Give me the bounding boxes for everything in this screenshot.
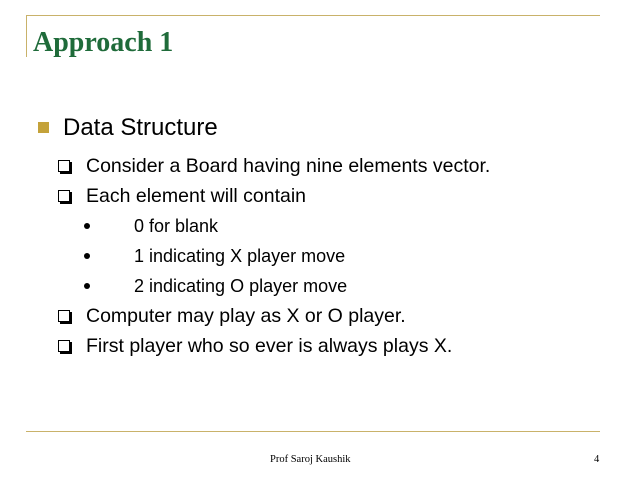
bullet-item — [38, 212, 618, 242]
hollow-square-bullet-icon — [58, 160, 70, 172]
left-rule — [26, 15, 27, 57]
hollow-square-bullet-icon — [58, 190, 70, 202]
bullet-item — [38, 152, 618, 182]
slide-title: Approach 1 — [33, 27, 174, 58]
bullet-text: First player who so ever is always plays X. — [86, 335, 453, 357]
footer-author: Prof Saroj Kaushik — [270, 454, 351, 465]
bullet-list — [38, 112, 618, 362]
bottom-rule — [26, 431, 600, 432]
bullet-item — [38, 112, 618, 152]
dot-bullet-icon — [84, 283, 90, 289]
square-bullet-icon — [38, 122, 49, 133]
bullet-text: 1 indicating X player move — [134, 246, 346, 266]
bullet-text: Computer may play as X or O player. — [86, 305, 406, 327]
dot-bullet-icon — [84, 253, 90, 259]
bullet-item — [38, 182, 618, 212]
bullet-item — [38, 332, 618, 362]
dot-bullet-icon — [84, 223, 90, 229]
bullet-item — [38, 272, 618, 302]
top-rule — [26, 15, 600, 16]
bullet-text: Data Structure — [63, 114, 218, 141]
bullet-text: Consider a Board having nine elements vector. — [86, 155, 491, 177]
bullet-text: Each element will contain — [86, 185, 307, 207]
bullet-item — [38, 302, 618, 332]
bullet-item — [38, 242, 618, 272]
bullet-text: 0 for blank — [134, 216, 219, 236]
hollow-square-bullet-icon — [58, 310, 70, 322]
bullet-text: 2 indicating O player move — [134, 276, 348, 296]
page-number: 4 — [594, 454, 600, 465]
hollow-square-bullet-icon — [58, 340, 70, 352]
